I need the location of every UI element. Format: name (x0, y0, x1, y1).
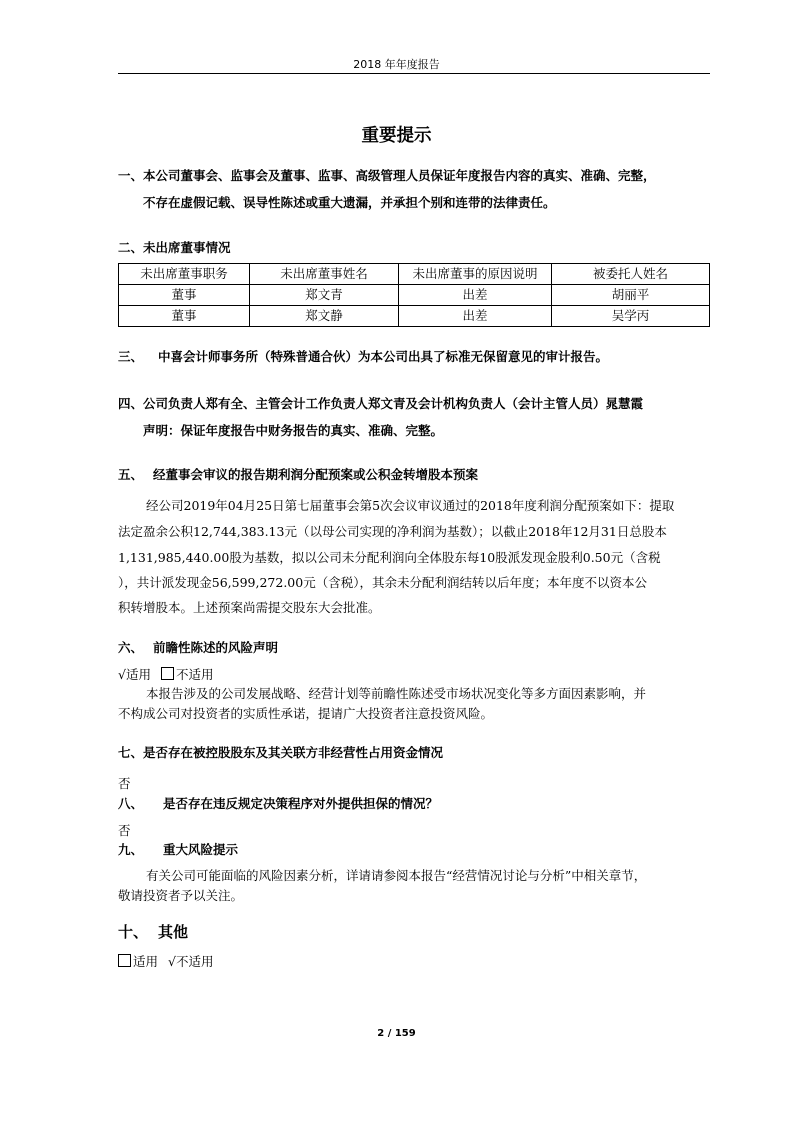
section-6-text-line-2: 不构成公司对投资者的实质性承诺，提请广大投资者注意投资风险。 (118, 706, 494, 721)
option-applicable-label: 适用 (125, 667, 151, 682)
table-cell: 胡丽平 (552, 285, 710, 306)
section-6-options (118, 665, 213, 683)
page-title: 重要提示 (361, 126, 432, 146)
section-10-options (118, 952, 213, 970)
section-3-number: 三、 (118, 349, 144, 364)
table-header-cell: 未出席董事职务 (119, 264, 250, 285)
header-rule (118, 73, 710, 74)
table-row (119, 306, 710, 327)
section-5-number: 五、 (118, 467, 144, 482)
table-cell: 郑文静 (250, 306, 399, 327)
table-cell: 吴学丙 (552, 306, 710, 327)
page-number: 2 / 159 (377, 1028, 416, 1039)
option-not-applicable-label: 不适用 (175, 667, 214, 682)
section-5-paragraph-line: 积转增股本。上述预案尚需提交股东大会批准。 (118, 600, 381, 615)
section-9-heading: 重大风险提示 (163, 842, 239, 857)
section-7-heading: 七、是否存在被控股股东及其关联方非经营性占用资金情况 (118, 745, 444, 760)
empty-checkbox-icon (118, 954, 131, 967)
section-9-number: 九、 (118, 842, 144, 857)
section-9-text-line-2: 敬请投资者予以关注。 (118, 888, 244, 903)
section-6-heading: 前瞻性陈述的风险声明 (153, 640, 279, 655)
section-5-heading: 经董事会审议的报告期利润分配预案或公积金转增股本预案 (153, 467, 479, 482)
section-8-heading: 是否存在违反规定决策程序对外提供担保的情况？ (163, 796, 439, 811)
table-header-cell: 未出席董事姓名 (250, 264, 399, 285)
section-7-answer: 否 (118, 776, 131, 791)
table-cell: 董事 (119, 285, 250, 306)
table-header-row (119, 264, 710, 285)
running-header: 2018 年年度报告 (353, 58, 440, 71)
section-10-heading: 其他 (158, 923, 189, 941)
section-10-number: 十、 (118, 923, 149, 941)
table-row (119, 285, 710, 306)
table-cell: 出差 (399, 306, 552, 327)
section-8-answer: 否 (118, 823, 131, 838)
section-1-line-1: 一、本公司董事会、监事会及董事、监事、高级管理人员保证年度报告内容的真实、准确、完整， (118, 168, 656, 183)
check-mark-icon: √ (168, 954, 176, 969)
option-applicable-label: 适用 (133, 954, 159, 969)
section-6-text-line-1: 本报告涉及的公司发展战略、经营计划等前瞻性陈述受市场状况变化等多方面因素影响，并 (146, 686, 647, 701)
table-header-cell: 未出席董事的原因说明 (399, 264, 552, 285)
check-mark-icon: √ (118, 667, 126, 682)
section-5-paragraph-line: 法定盈余公积12,744,383.13元（以母公司实现的净利润为基数）；以截止2018年12月31日总股本 (118, 524, 667, 539)
section-2-heading: 二、未出席董事情况 (118, 240, 231, 255)
section-5-paragraph-line: ），共计派发现金56,599,272.00元（含税），其余未分配利润结转以后年度；本年度不以资本公 (118, 575, 647, 590)
option-not-applicable-label: 不适用 (175, 954, 214, 969)
section-5-paragraph-line: 经公司2019年04月25日第七届董事会第5次会议审议通过的2018年度利润分配预案如下：提取 (146, 498, 675, 513)
section-9-text-line-1: 有关公司可能面临的风险因素分析，详请请参阅本报告“经营情况讨论与分析”中相关章节， (146, 868, 647, 883)
section-4-line-1: 四、公司负责人郑有全、主管会计工作负责人郑文青及会计机构负责人（会计主管人员）晁慧霞 (118, 396, 644, 411)
table-header-cell: 被委托人姓名 (552, 264, 710, 285)
section-5-paragraph-line: 1,131,985,440.00股为基数，拟以公司未分配利润向全体股东每10股派发现金股利0.50元（含税 (118, 550, 661, 565)
absent-directors-table (118, 263, 710, 327)
table-cell: 出差 (399, 285, 552, 306)
section-1-line-2: 不存在虚假记载、误导性陈述或重大遗漏，并承担个别和连带的法律责任。 (143, 195, 556, 210)
section-4-line-2: 声明：保证年度报告中财务报告的真实、准确、完整。 (143, 423, 444, 438)
section-3-text: 中喜会计师事务所（特殊普通合伙）为本公司出具了标准无保留意见的审计报告。 (158, 349, 609, 364)
table-cell: 郑文青 (250, 285, 399, 306)
section-8-number: 八、 (118, 796, 144, 811)
table-cell: 董事 (119, 306, 250, 327)
section-6-number: 六、 (118, 640, 144, 655)
empty-checkbox-icon (161, 667, 174, 680)
